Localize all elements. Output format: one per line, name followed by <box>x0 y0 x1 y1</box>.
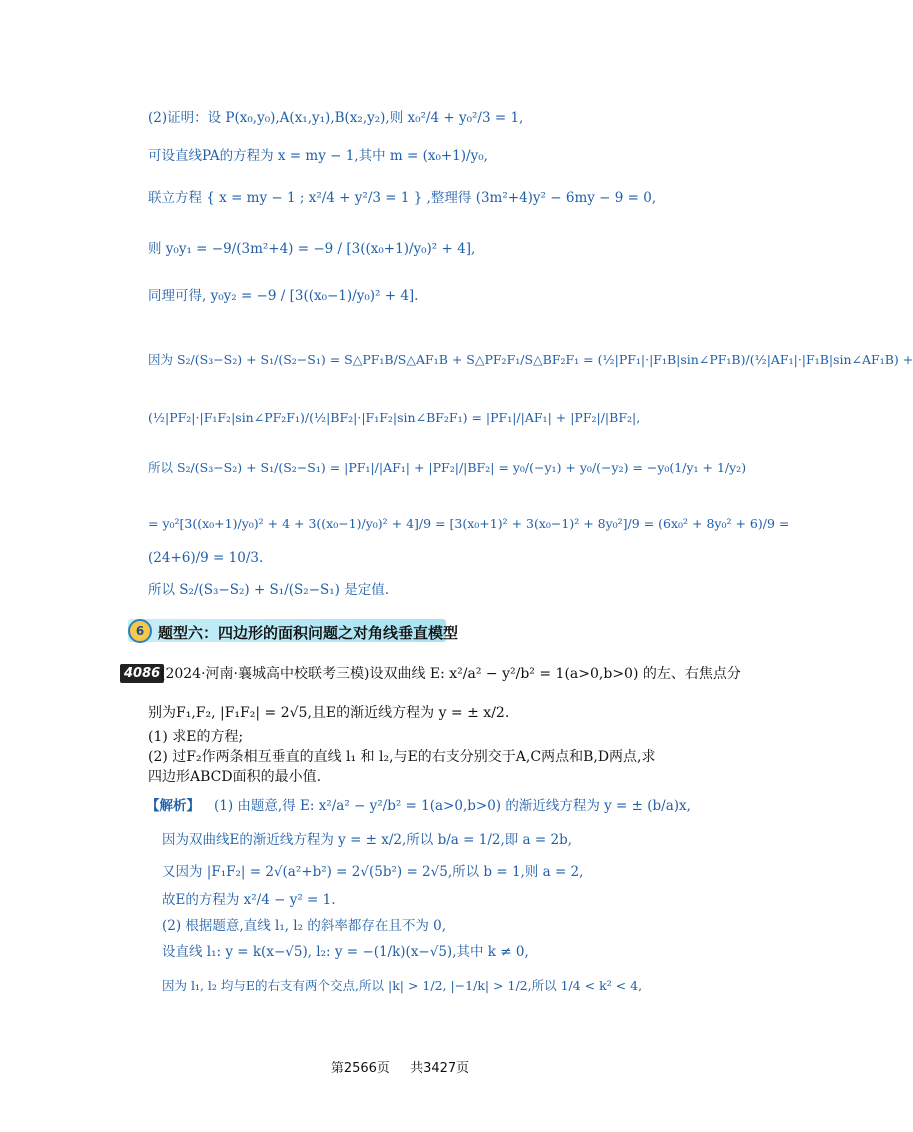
proof-line-4: 则 y₀y₁ = −9/(3m²+4) = −9 / [3((x₀+1)/y₀)² + 4], <box>148 241 476 257</box>
solution-line-3: 又因为 |F₁F₂| = 2√(a²+b²) = 2√(5b²) = 2√5,所以 b = 1,则 a = 2, <box>162 864 584 880</box>
question-stem-line-2: 别为F₁,F₂, |F₁F₂| = 2√5,且E的渐近线方程为 y = ± x/2. <box>148 705 510 721</box>
solution-line-5: (2) 根据题意,直线 l₁, l₂ 的斜率都存在且不为 0, <box>162 918 447 934</box>
question-number: 4086 <box>120 664 164 683</box>
proof-line-1: (2)证明：设 P(x₀,y₀),A(x₁,y₁),B(x₂,y₂),则 x₀²/4 + y₀²/3 = 1, <box>148 110 524 126</box>
proof-line-5: 同理可得, y₀y₂ = −9 / [3((x₀−1)/y₀)² + 4]. <box>148 288 419 304</box>
question-part-2-line-1: (2) 过F₂作两条相互垂直的直线 l₁ 和 l₂,与E的右支分别交于A,C两点和B,D两点,求 <box>148 749 656 765</box>
section-number-badge: 6 <box>128 619 152 643</box>
question-stem-line-1: (2024·河南·襄城高中校联考三模)设双曲线 E: x²/a² − y²/b² = 1(a>0,b>0) 的左、右焦点分 <box>160 666 741 682</box>
page-footer <box>0 1057 800 1076</box>
proof-line-11: 所以 S₂/(S₃−S₂) + S₁/(S₂−S₁) 是定值. <box>148 582 390 598</box>
proof-line-3: 联立方程 { x = my − 1 ; x²/4 + y²/3 = 1 } ,整理得 (3m²+4)y² − 6my − 9 = 0, <box>148 190 657 206</box>
question-part-2-line-2: 四边形ABCD面积的最小值. <box>148 769 322 785</box>
solution-line-7: 因为 l₁, l₂ 均与E的右支有两个交点,所以 |k| > 1/2, |−1/k| > 1/2,所以 1/4 < k² < 4, <box>162 978 643 993</box>
solution-label: 【解析】 <box>146 798 200 814</box>
question-part-1: (1) 求E的方程; <box>148 729 244 745</box>
page-number: 第2566页 <box>330 1061 390 1076</box>
proof-line-2: 可设直线PA的方程为 x = my − 1,其中 m = (x₀+1)/y₀, <box>148 148 488 164</box>
solution-line-1: (1) 由题意,得 E: x²/a² − y²/b² = 1(a>0,b>0) 的渐近线方程为 y = ± (b/a)x, <box>214 798 691 814</box>
solution-line-6: 设直线 l₁: y = k(x−√5), l₂: y = −(1/k)(x−√5),其中 k ≠ 0, <box>162 944 529 960</box>
proof-line-7: (½|PF₂|·|F₁F₂|sin∠PF₂F₁)/(½|BF₂|·|F₁F₂|sin∠BF₂F₁) = |PF₁|/|AF₁| + |PF₂|/|BF₂|, <box>148 410 641 425</box>
section-title: 题型六：四边形的面积问题之对角线垂直模型 <box>158 624 459 642</box>
solution-line-2: 因为双曲线E的渐近线方程为 y = ± x/2,所以 b/a = 1/2,即 a = 2b, <box>162 832 573 848</box>
total-pages: 共3427页 <box>410 1061 470 1076</box>
proof-line-10: (24+6)/9 = 10/3. <box>148 550 264 566</box>
proof-line-9: = y₀²[3((x₀+1)/y₀)² + 4 + 3((x₀−1)/y₀)² + 4]/9 = [3(x₀+1)² + 3(x₀−1)² + 8y₀²]/9 = (6x₀² + 8y₀² + 6)/9 = <box>148 516 790 531</box>
proof-line-8: 所以 S₂/(S₃−S₂) + S₁/(S₂−S₁) = |PF₁|/|AF₁| + |PF₂|/|BF₂| = y₀/(−y₁) + y₀/(−y₂) = −y₀(1/y₁ + 1/y₂) <box>148 460 747 475</box>
solution-line-4: 故E的方程为 x²/4 − y² = 1. <box>162 892 336 908</box>
proof-line-6: 因为 S₂/(S₃−S₂) + S₁/(S₂−S₁) = S△PF₁B/S△AF₁B + S△PF₂F₁/S△BF₂F₁ = (½|PF₁|·|F₁B|sin∠PF₁B)/(½|AF₁|·|F₁B|sin∠AF₁B) + <box>148 352 913 367</box>
